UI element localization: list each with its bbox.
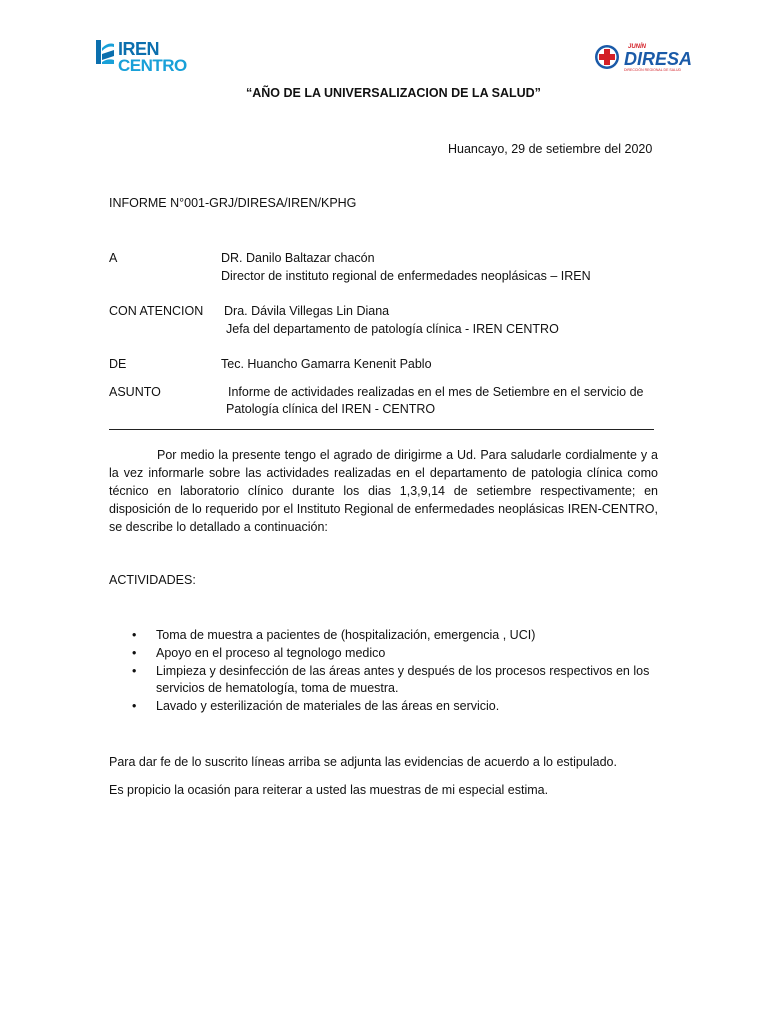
iren-emblem-icon <box>96 40 115 66</box>
report-number: INFORME N°001-GRJ/DIRESA/IREN/KPHG <box>109 196 357 210</box>
centro-logo-text: CENTRO <box>118 56 187 75</box>
year-motto: “AÑO DE LA UNIVERSALIZACION DE LA SALUD” <box>246 86 541 100</box>
iren-centro-logo <box>96 28 188 78</box>
activities-list <box>130 627 660 716</box>
activities-heading: ACTIVIDADES: <box>109 573 196 587</box>
place-date: Huancayo, 29 de setiembre del 2020 <box>448 142 653 156</box>
list-item: • Toma de muestra a pacientes de (hospitalización, emergencia , UCI) <box>132 628 536 642</box>
iren-logo-text: IREN <box>118 39 160 59</box>
bullet-icon: • <box>132 664 137 678</box>
sender-name: Tec. Huancho Gamarra Kenenit Pablo <box>221 357 432 371</box>
list-item: • Apoyo en el proceso al tegnologo medico <box>132 646 386 660</box>
subject-line-2: Patología clínica del IREN - CENTRO <box>226 402 436 416</box>
diresa-region-text: JUNÍN <box>628 44 647 50</box>
closing-paragraph-1: Para dar fe de lo suscrito líneas arriba se adjunta las evidencias de acuerdo a lo estipulado. <box>109 755 617 769</box>
list-item: • Lavado y esterilización de materiales de las áreas en servicio. <box>132 699 500 713</box>
sender-label: DE <box>109 357 127 371</box>
attention-label: CON ATENCION <box>109 304 204 318</box>
intro-text: Por medio la presente tengo el agrado de dirigirme a Ud. Para saludarle cordialmente y a la vez informarle sobre las actividades realizadas en el departamento de patologia clínica como técnico en laboratorio clínico durante los dias 1,3,9,14 de setiembre respectivamente; en disposición de lo requerido por el Instituto Regional de enfermedades neoplásicas IREN-CENTRO, se describe lo detallado a continuación: <box>109 448 658 534</box>
addressee-name: DR. Danilo Baltazar chacón <box>221 251 375 265</box>
intro-paragraph <box>109 446 658 536</box>
subject-line-1: Informe de actividades realizadas en el mes de Setiembre en el servicio de <box>228 385 644 399</box>
addressee-title: Director de instituto regional de enfermedades neoplásicas – IREN <box>221 269 591 283</box>
attention-title: Jefa del departamento de patología clínica - IREN CENTRO <box>226 322 559 336</box>
list-item: • Limpieza y desinfección de las áreas antes y después de los procesos respectivos en los servicios de hematología, toma de muestra. <box>132 664 650 695</box>
bullet-icon: • <box>132 646 137 660</box>
diresa-subtitle-text: DIRECCIÓN REGIONAL DE SALUD <box>624 68 682 72</box>
subject-label: ASUNTO <box>109 385 161 399</box>
closing-paragraph-2: Es propicio la ocasión para reiterar a usted las muestras de mi especial estima. <box>109 783 549 797</box>
attention-name: Dra. Dávila Villegas Lin Diana <box>224 304 390 318</box>
bullet-icon: • <box>132 699 137 713</box>
separator-line <box>109 429 654 430</box>
diresa-junin-logo <box>594 42 694 74</box>
health-cross-icon <box>594 44 620 70</box>
addressee-label: A <box>109 251 118 265</box>
diresa-logo-text: DIRESA <box>624 49 693 69</box>
bullet-icon: • <box>132 628 137 642</box>
